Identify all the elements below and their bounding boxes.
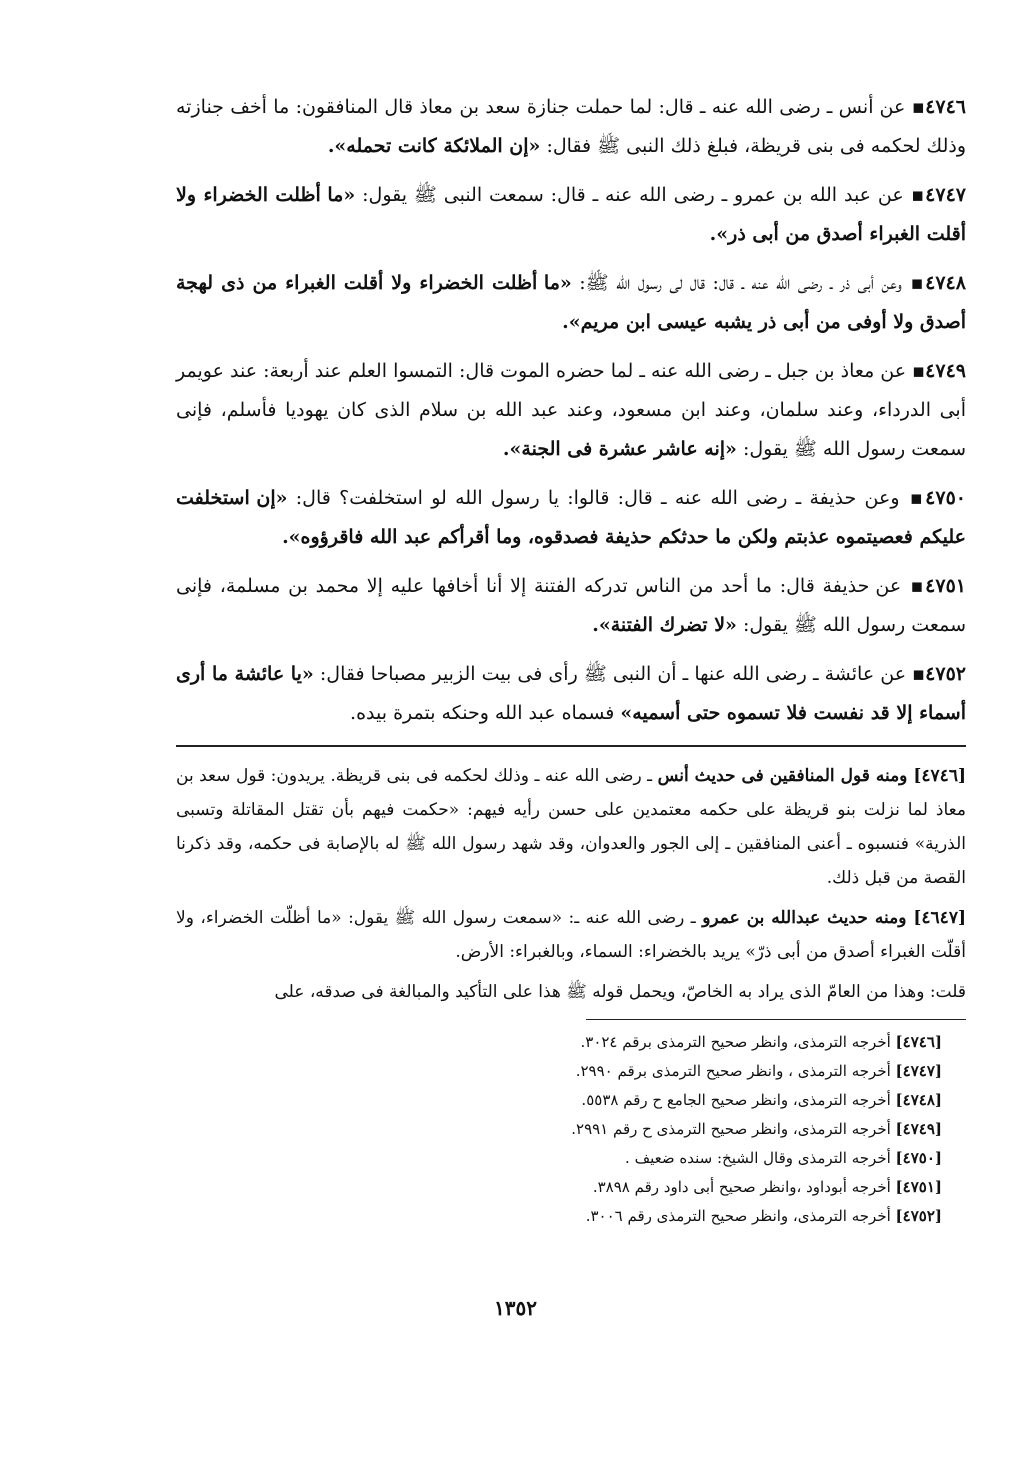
reference-item: [176, 1173, 942, 1202]
hadith-number: ٤٧٥٢: [925, 663, 966, 685]
hadith-text: عن معاذ بن جبل ـ رضى الله عنه ـ لما حضره الموت قال: التمسوا العلم عند أربعة: عند عويمر أبى الدرداء، وعند سلمان، وعند ابن مسعود، وعند عبد الله بن سلام الذى كان يهوديا فأسلم، فإنى سمعت رسول الله ﷺ يقول:: [176, 360, 966, 460]
hadith-number: ٤٧٥٠: [925, 487, 966, 509]
reference-item: [176, 1057, 942, 1086]
hadith-text: عن أنس ـ رضى الله عنه ـ قال: لما حملت جنازة سعد بن معاذ قال المنافقون: ما أخف جنازته وذلك لحكمه فى بنى قريظة، فبلغ ذلك النبى ﷺ فقال:: [176, 96, 966, 157]
reference-text: أخرجه الترمذى ، وانظر صحيح الترمذى برقم ٢٩٩٠.: [575, 1062, 891, 1080]
commentary-text: ـ رضى الله عنه ـ: «سمعت رسول الله ﷺ يقول: «ما أظلّت الخضراء، ولا أقلّت الغبراء أصدق من أبى ذرّ» يريد بالخضراء: السماء، وبالغبراء: الأرض.: [176, 908, 966, 962]
commentary-ref: [٤٧٤٦] ومنه قول المنافقين فى حديث أنس: [657, 766, 966, 786]
hadith-number: ٤٧٤٨: [925, 272, 966, 294]
hadith-text: وعن أبى ذر ـ رضى الله عنه ـ قال: قال لى رسول الله ﷺ:: [579, 272, 902, 294]
commentary-4747: [176, 901, 966, 969]
commentary-text: قلت: وهذا من العامّ الذى يراد به الخاصّ، ويحمل قوله ﷺ هذا على التأكيد والمبالغة فى صدقه، على: [274, 982, 966, 1002]
hadith-4748: ٤٧٤٨▪ وعن أبى ذر ـ رضى الله عنه ـ قال: قال لى رسول الله ﷺ: «ما أظلت الخضراء ولا أقلت الغبراء من ذى لهجة أصدق ولا أوفى من أبى ذر يشبه عيسى ابن مريم».: [176, 272, 966, 333]
hadith-quote: «يا عائشة ما أرى أسماء إلا قد نفست فلا تسموه حتى أسميه»: [176, 663, 966, 724]
hadith-quote: «إنه عاشر عشرة فى الجنة».: [502, 438, 737, 460]
hadith-4751: ٤٧٥١▪ عن حذيفة قال: ما أحد من الناس تدركه الفتنة إلا أنا أخافها عليه إلا محمد بن مسلمة، فإنى سمعت رسول الله ﷺ يقول: «لا تضرك الفتنة».: [176, 575, 966, 636]
hadith-number: ٤٧٤٧: [925, 184, 966, 206]
reference-number: [٤٧٤٧]: [895, 1062, 942, 1080]
reference-item: [176, 1115, 942, 1144]
reference-item: [176, 1028, 942, 1057]
reference-list: [176, 1028, 966, 1231]
reference-number: [٤٧٤٦]: [895, 1033, 942, 1051]
hadith-after: فسماه عبد الله وحنكه بتمرة بيده.: [350, 702, 615, 724]
hadith-4750: ٤٧٥٠▪ وعن حذيفة ـ رضى الله عنه ـ قال: قالوا: يا رسول الله لو استخلفت؟ قال: «إن استخلفت عليكم فعصيتموه عذبتم ولكن ما حدثكم حذيفة فصدقوه، وما أقرأكم عبد الله فاقرؤوه».: [176, 487, 966, 548]
reference-text: أخرجه الترمذى وقال الشيخ: سنده ضعيف .: [625, 1149, 891, 1167]
section-divider: [176, 745, 966, 747]
hadith-text: وعن حذيفة ـ رضى الله عنه ـ قال: قالوا: يا رسول الله لو استخلفت؟ قال:: [295, 487, 900, 509]
hadith-quote: «ما أظلت الخضراء ولا أقلت الغبراء أصدق من أبى ذر».: [176, 184, 966, 245]
commentary-ref: [٤٦٤٧] ومنه حديث عبدالله بن عمرو: [702, 908, 966, 928]
hadith-quote: «لا تضرك الفتنة».: [592, 614, 737, 636]
hadith-4749: ٤٧٤٩▪ عن معاذ بن جبل ـ رضى الله عنه ـ لما حضره الموت قال: التمسوا العلم عند أربعة: عند عويمر أبى الدرداء، وعند سلمان، وعند ابن مسعود، وعند عبد الله بن سلام الذى كان يهوديا فأسلم، فإنى سمعت رسول الله ﷺ يقول: «إنه عاشر عشرة فى الجنة».: [176, 360, 966, 460]
hadith-number: ٤٧٥١: [925, 575, 966, 597]
reference-text: أخرجه الترمذى، وانظر صحيح الترمذى برقم ٣٠٢٤.: [580, 1033, 891, 1051]
reference-number: [٤٧٤٩]: [895, 1120, 942, 1138]
reference-number: [٤٧٥١]: [895, 1178, 942, 1196]
hadith-4747: ٤٧٤٧▪ عن عبد الله بن عمرو ـ رضى الله عنه ـ قال: سمعت النبى ﷺ يقول: «ما أظلت الخضراء ولا أقلت الغبراء أصدق من أبى ذر».: [176, 184, 966, 245]
reference-text: أخرجه الترمذى، وانظر صحيح الجامع ح رقم ٥٥٣٨.: [581, 1091, 891, 1109]
hadith-quote: «ما أظلت الخضراء ولا أقلت الغبراء من ذى لهجة أصدق ولا أوفى من أبى ذر يشبه عيسى ابن مريم».: [176, 272, 966, 333]
hadith-text: عن عبد الله بن عمرو ـ رضى الله عنه ـ قال: سمعت النبى ﷺ يقول:: [362, 184, 904, 206]
page-number: ١٣٥٢: [494, 1296, 537, 1320]
reference-item: [176, 1086, 942, 1115]
reference-item: [176, 1202, 942, 1231]
reference-number: [٤٧٥٠]: [895, 1149, 942, 1167]
commentary-4746: [176, 759, 966, 895]
hadith-text: عن عائشة ـ رضى الله عنها ـ أن النبى ﷺ رأى فى بيت الزبير مصباحا فقال:: [319, 663, 907, 685]
hadith-text: عن حذيفة قال: ما أحد من الناس تدركه الفتنة إلا أنا أخافها عليه إلا محمد بن مسلمة، فإنى سمعت رسول الله ﷺ يقول:: [176, 575, 966, 636]
hadith-4746: ٤٧٤٦▪ عن أنس ـ رضى الله عنه ـ قال: لما حملت جنازة سعد بن معاذ قال المنافقون: ما أخف جنازته وذلك لحكمه فى بنى قريظة، فبلغ ذلك النبى ﷺ فقال: «إن الملائكة كانت تحمله».: [176, 96, 966, 157]
document-page: [176, 88, 966, 1231]
reference-number: [٤٧٤٨]: [895, 1091, 942, 1109]
hadith-quote: «إن الملائكة كانت تحمله».: [327, 135, 541, 157]
hadith-quote: «إن استخلفت عليكم فعصيتموه عذبتم ولكن ما حدثكم حذيفة فصدقوه، وما أقرأكم عبد الله فاقرؤوه».: [176, 487, 966, 548]
reference-text: أخرجه الترمذى، وانظر صحيح الترمذى رقم ٣٠٠٦.: [585, 1207, 891, 1225]
reference-item: [176, 1144, 942, 1173]
commentary-note: [176, 975, 966, 1009]
hadith-number: ٤٧٤٩: [925, 360, 966, 382]
reference-text: أخرجه أبوداود ،وانظر صحيح أبى داود رقم ٣٨٩٨.: [592, 1178, 891, 1196]
reference-text: أخرجه الترمذى، وانظر صحيح الترمذى ح رقم ٢٩٩١.: [571, 1120, 891, 1138]
commentary-text: ـ رضى الله عنه ـ وذلك لحكمه فى بنى قريظة. يريدون: قول سعد بن معاذ لما نزلت بنو قريظة على حكمه معتمدين على حسن رأيه فيهم: «حكمت فيهم بأن تقتل المقاتلة وتسبى الذرية» فنسبوه ـ أعنى المنافقين ـ إلى الجور والعدوان، وقد شهد رسول الله ﷺ له بالإصابة فى حكمه، وقد ذكرنا القصة من قبل ذلك.: [176, 766, 966, 888]
hadith-number: ٤٧٤٦: [925, 96, 966, 118]
footnote-divider: [586, 1019, 966, 1020]
hadith-4752: ٤٧٥٢▪ عن عائشة ـ رضى الله عنها ـ أن النبى ﷺ رأى فى بيت الزبير مصباحا فقال: «يا عائشة ما أرى أسماء إلا قد نفست فلا تسموه حتى أسميه» فسماه عبد الله وحنكه بتمرة بيده.: [176, 663, 966, 724]
reference-number: [٤٧٥٢]: [895, 1207, 942, 1225]
